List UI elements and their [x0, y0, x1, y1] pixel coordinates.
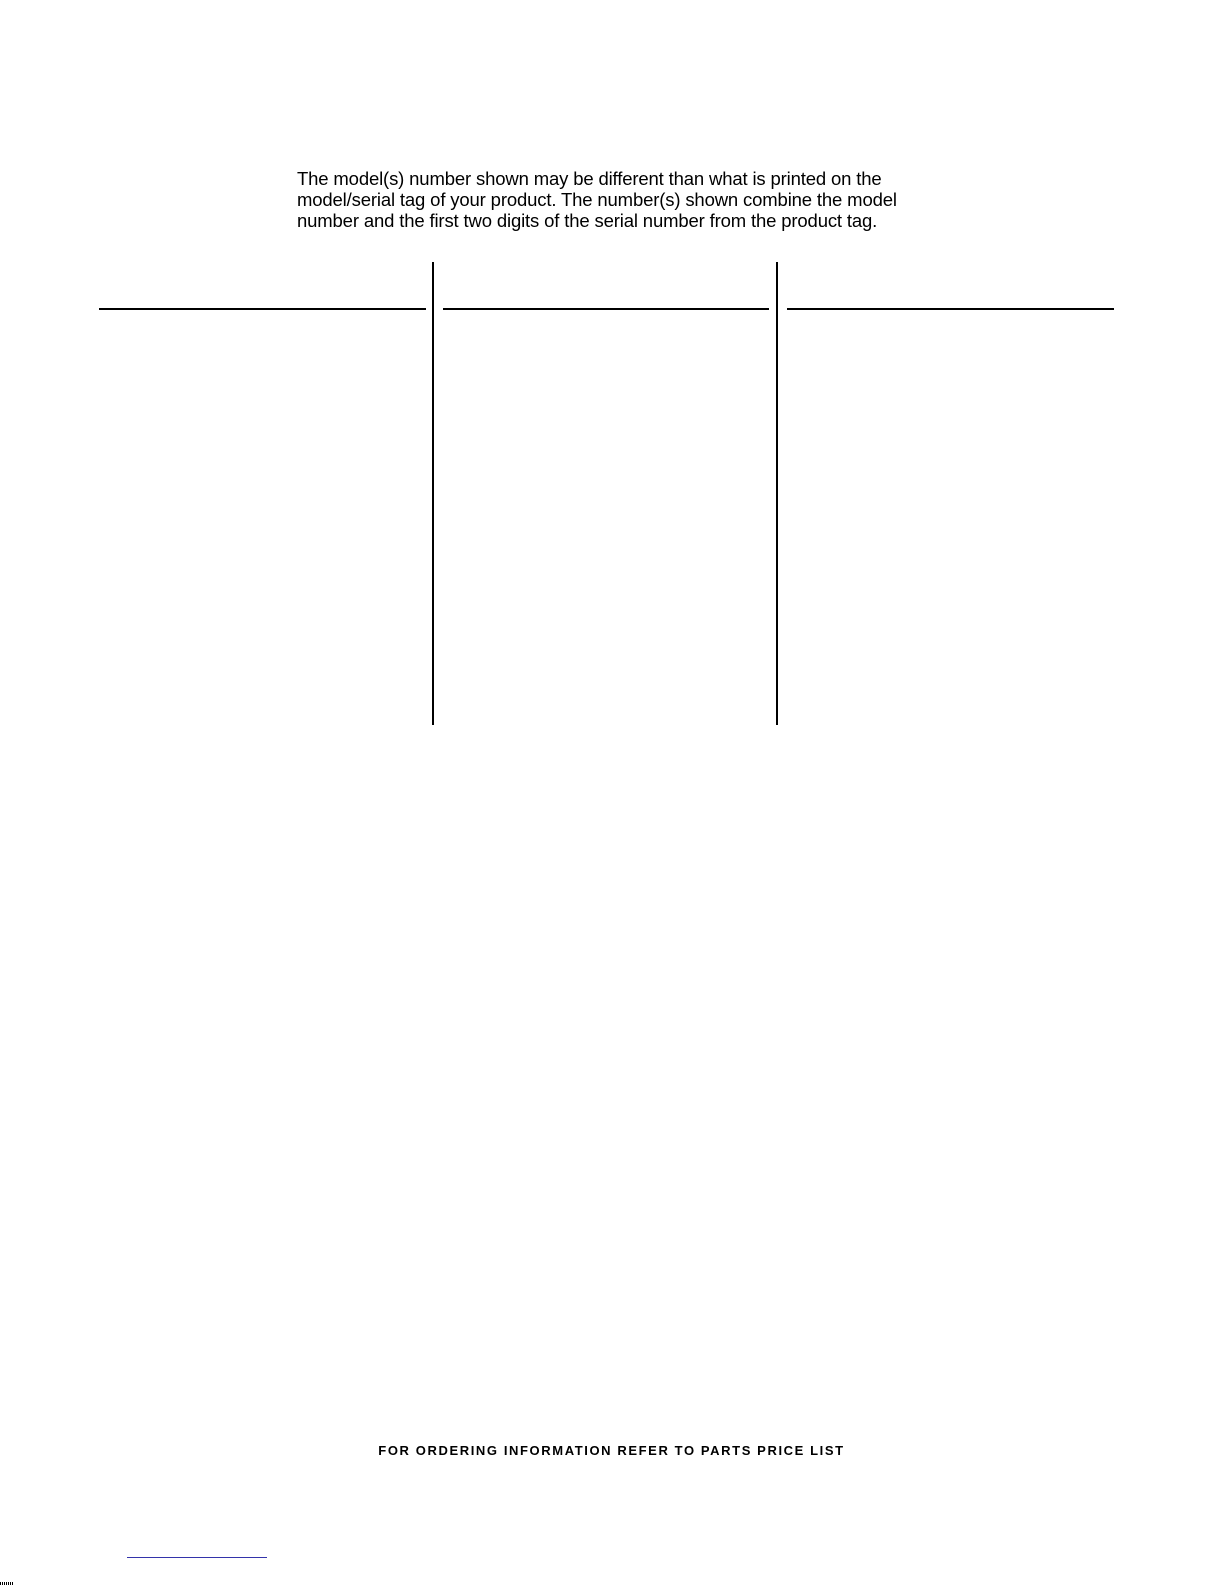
notice-line-3: number and the first two digits of the serial number from the product tag.: [297, 210, 878, 231]
column-1-header-rule: [99, 308, 426, 310]
ordering-information-text: FOR ORDERING INFORMATION REFER TO PARTS PRICE LIST: [378, 1443, 845, 1458]
bottom-rule: [127, 1557, 267, 1558]
model-number-notice: [297, 168, 937, 231]
column-divider-1: [432, 262, 434, 725]
notice-line-1: The model(s) number shown may be different than what is printed on the: [297, 168, 882, 189]
notice-line-2: model/serial tag of your product. The number(s) shown combine the model: [297, 189, 897, 210]
column-divider-2: [776, 262, 778, 725]
column-3-header-rule: [787, 308, 1114, 310]
ordering-information-note: [0, 1443, 1225, 1458]
column-2-header-rule: [443, 308, 769, 310]
